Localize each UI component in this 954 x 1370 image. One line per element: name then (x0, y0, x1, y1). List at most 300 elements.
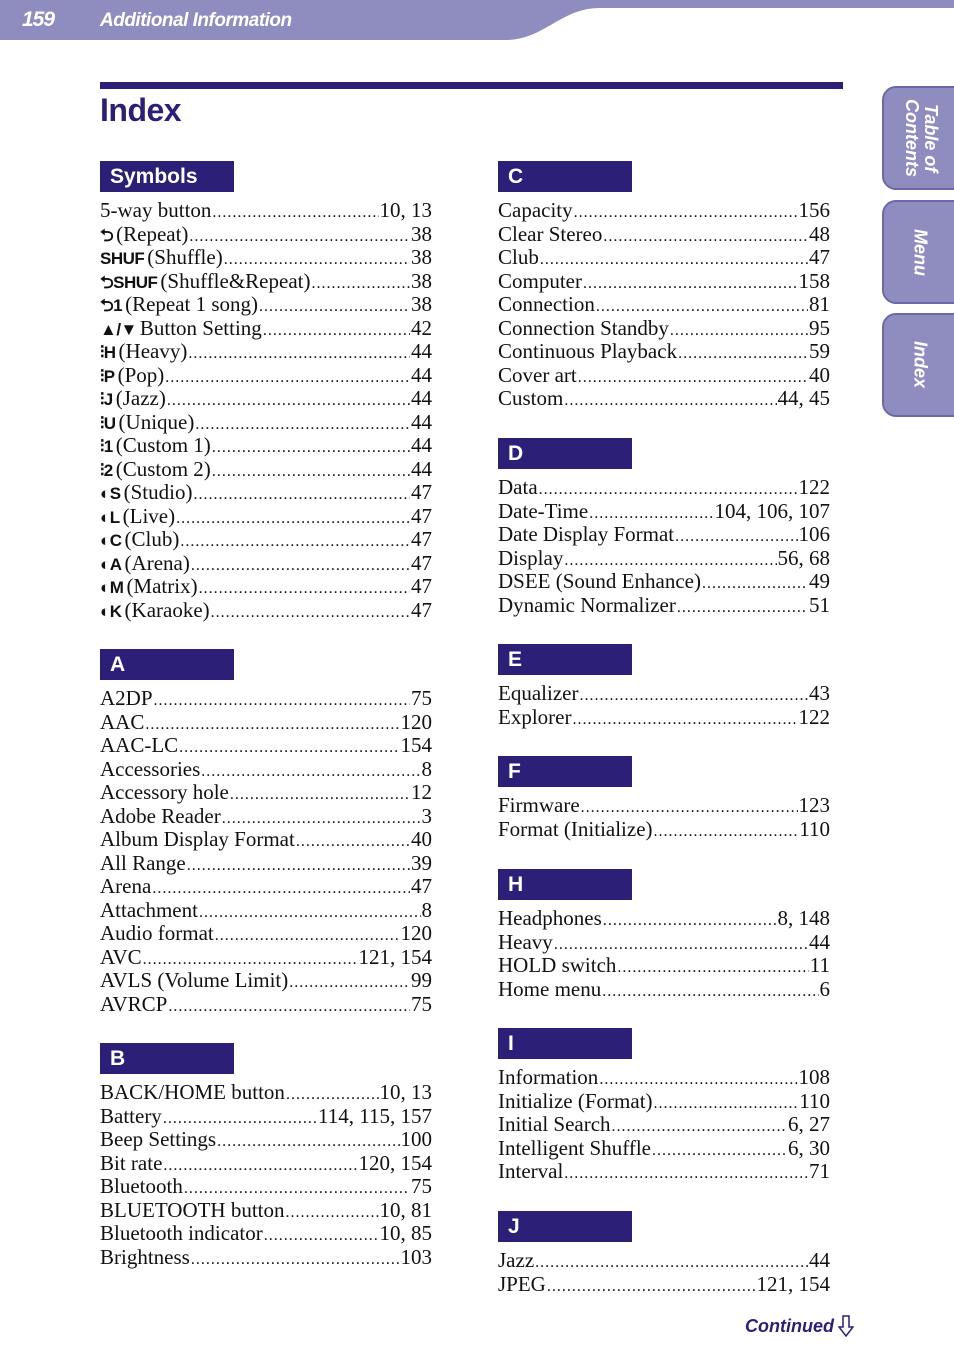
entry-pages: 71 (809, 1159, 830, 1183)
index-entry[interactable] (100, 528, 432, 552)
entry-term (100, 1128, 216, 1152)
entry-term (100, 1105, 162, 1129)
entry-term-text: Firmware (498, 793, 580, 817)
entry-term-text: Cover art (498, 362, 577, 387)
dot-leader (547, 1275, 756, 1299)
entry-list (100, 687, 432, 1016)
index-entry[interactable] (100, 199, 432, 223)
entry-term-text: Accessories (100, 756, 201, 781)
entry-pages: 6, 27 (788, 1112, 830, 1136)
dot-leader (165, 366, 410, 390)
index-entry[interactable] (100, 246, 432, 270)
entry-pages: 44 (809, 1248, 830, 1272)
index-entry[interactable] (100, 969, 432, 993)
entry-pages: 75 (411, 1174, 432, 1198)
entry-list (498, 794, 830, 841)
entry-term (100, 575, 198, 600)
entry-pages: 8, 148 (777, 906, 830, 930)
section-heading: I (498, 1028, 632, 1059)
index-entry[interactable] (498, 317, 830, 341)
section-title: Additional Information (100, 10, 292, 31)
entry-term (100, 1246, 190, 1270)
entry-term-text: Custom (498, 386, 564, 410)
entry-pages: 158 (798, 268, 830, 293)
symbol-icon: ▲/▼ (100, 319, 137, 339)
entry-term-text: Information (498, 1065, 599, 1089)
entry-term-text: Arena (100, 874, 152, 898)
entry-term-text: Clear Stereo (498, 221, 603, 246)
entry-pages: 123 (798, 793, 830, 817)
index-entry[interactable] (498, 570, 830, 594)
entry-pages: 3 (421, 803, 432, 828)
dot-leader (168, 995, 410, 1019)
section-heading: J (498, 1211, 632, 1242)
entry-term-text: 5-way button (100, 198, 212, 222)
dot-leader (215, 924, 400, 948)
entry-term (498, 199, 573, 223)
entry-term (498, 317, 669, 341)
symbol-icon: ⫶H (100, 343, 116, 362)
entry-term-text: AVLS (Volume Limit) (100, 968, 289, 992)
entry-term (498, 682, 578, 706)
entry-term (100, 852, 186, 876)
index-section-c (498, 161, 830, 411)
entry-term-text: Home menu (498, 976, 602, 1001)
index-entry[interactable] (100, 481, 432, 505)
entry-term-text: Heavy (498, 929, 553, 954)
entry-pages: 47 (411, 480, 432, 504)
entry-list (100, 1081, 432, 1269)
entry-term (100, 528, 179, 553)
entry-pages: 38 (411, 268, 432, 293)
entry-term-text: Jazz (498, 1248, 535, 1272)
index-entry[interactable] (498, 246, 830, 270)
index-entry[interactable] (100, 875, 432, 899)
entry-pages: 75 (411, 686, 432, 710)
entry-term-text: Button Setting (139, 315, 262, 340)
entry-pages: 40 (411, 827, 432, 851)
dot-leader (264, 1224, 379, 1248)
entry-pages: 10, 13 (379, 1080, 432, 1104)
entry-pages: 44 (809, 929, 830, 954)
dot-leader (296, 830, 410, 854)
page-number: 159 (22, 8, 55, 31)
index-entry[interactable] (498, 1066, 830, 1090)
entry-term (100, 505, 175, 530)
entry-term-text: (Matrix) (126, 574, 198, 598)
index-entry[interactable] (100, 1081, 432, 1105)
index-section-i (498, 1028, 830, 1184)
tab-index-label: Index (910, 341, 931, 389)
entry-pages: 44 (411, 339, 432, 363)
entry-term-text: Continuous Playback (498, 339, 678, 363)
entry-term-text: Battery (100, 1103, 162, 1128)
entry-term (498, 706, 571, 730)
entry-term (498, 794, 580, 818)
index-entry[interactable] (100, 599, 432, 623)
section-heading: E (498, 644, 632, 675)
index-entry[interactable] (498, 682, 830, 706)
index-entry[interactable] (498, 270, 830, 294)
entry-term (100, 293, 258, 318)
index-entry[interactable] (100, 364, 432, 388)
entry-term-text: (Shuffle) (147, 245, 223, 269)
entry-term-text: (Arena) (124, 550, 190, 575)
entry-pages: 44, 45 (777, 386, 830, 410)
entry-term-text: (Club) (124, 527, 180, 551)
entry-term-text: Brightness (100, 1244, 190, 1269)
entry-term (100, 1152, 162, 1176)
index-entry[interactable] (100, 734, 432, 758)
entry-term-text: A2DP (100, 686, 153, 710)
entry-pages: 104, 106, 107 (714, 498, 830, 523)
entry-term-text: (Unique) (118, 409, 195, 434)
index-entry[interactable] (498, 706, 830, 730)
entry-term-text: Beep Settings (100, 1127, 217, 1151)
entry-term (100, 270, 310, 295)
entry-term (100, 899, 198, 923)
entry-term-text: Capacity (498, 198, 573, 222)
index-entry[interactable] (100, 758, 432, 782)
entry-pages: 122 (798, 704, 830, 729)
entry-pages: 121, 154 (756, 1271, 830, 1296)
title-rule (100, 82, 843, 89)
symbol-icon: ⫶J (100, 390, 113, 409)
entry-pages: 6, 30 (788, 1135, 830, 1160)
entry-pages: 99 (411, 968, 432, 992)
entry-pages: 110 (799, 816, 830, 841)
entry-term-text: BLUETOOTH button (100, 1197, 285, 1222)
symbol-icon: ⮌1 (100, 296, 123, 315)
symbol-icon: ◐M (100, 578, 124, 597)
index-entry[interactable] (100, 223, 432, 247)
entry-term (100, 552, 190, 577)
entry-term (498, 387, 563, 411)
entry-term (100, 364, 164, 389)
dot-leader (579, 684, 808, 708)
entry-list (498, 682, 830, 729)
entry-term-text: (Live) (122, 503, 176, 528)
index-entry[interactable] (100, 1128, 432, 1152)
entry-term-text: Bluetooth indicator (100, 1221, 263, 1245)
entry-pages: 110 (799, 1088, 830, 1113)
entry-pages: 6 (819, 976, 830, 1001)
entry-term (100, 317, 262, 342)
entry-term (100, 758, 200, 782)
entry-pages: 47 (411, 574, 432, 598)
entry-pages: 154 (400, 733, 432, 757)
dot-leader (217, 1130, 399, 1154)
index-entry[interactable] (100, 340, 432, 364)
entry-pages: 48 (809, 221, 830, 246)
index-entry[interactable] (498, 364, 830, 388)
index-entry[interactable] (498, 594, 830, 618)
entry-term-text: (Studio) (123, 480, 193, 504)
entry-term (100, 411, 194, 436)
index-entry[interactable] (498, 794, 830, 818)
dot-leader (564, 1162, 808, 1186)
entry-term-text: AAC (100, 709, 145, 734)
index-entry[interactable] (498, 1249, 830, 1273)
dot-leader (145, 713, 399, 737)
index-entry[interactable] (100, 852, 432, 876)
entry-term (100, 223, 188, 248)
entry-term (100, 1081, 285, 1105)
entry-term (100, 828, 295, 852)
index-entry[interactable] (100, 387, 432, 411)
index-entry[interactable] (100, 1246, 432, 1270)
entry-term (100, 434, 211, 459)
dot-leader (191, 554, 410, 578)
entry-term (498, 818, 653, 842)
symbol-icon: ⫶U (100, 413, 116, 433)
index-entry[interactable] (100, 270, 432, 294)
tab-menu[interactable] (882, 200, 954, 304)
continued-link[interactable] (745, 1315, 854, 1337)
dot-leader (180, 530, 410, 554)
dot-leader (617, 956, 808, 980)
entry-term-text: Club (498, 245, 539, 269)
index-entry[interactable] (100, 1222, 432, 1246)
index-section-symbols (100, 161, 432, 622)
symbol-icon: ⫶1 (100, 437, 113, 456)
index-entry[interactable] (100, 1175, 432, 1199)
entry-pages: 40 (809, 362, 830, 387)
tab-index[interactable] (882, 313, 954, 417)
index-entry[interactable] (100, 293, 432, 317)
entry-pages: 11 (809, 953, 830, 977)
entry-term-text: (Jazz) (115, 386, 166, 410)
index-entry[interactable] (498, 1137, 830, 1161)
entry-pages: 95 (809, 315, 830, 340)
index-entry[interactable] (498, 523, 830, 547)
index-entry[interactable] (100, 1152, 432, 1176)
index-entry[interactable] (100, 434, 432, 458)
entry-list (498, 907, 830, 1001)
symbol-icon: ⮌SHUF (100, 272, 158, 292)
entry-term (100, 458, 211, 483)
index-entry[interactable] (498, 1273, 830, 1297)
symbol-icon: SHUF (100, 249, 145, 268)
entry-term-text: DSEE (Sound Enhance) (498, 569, 701, 593)
entry-pages: 8 (421, 897, 432, 922)
entry-term-text: AVC (100, 944, 142, 969)
entry-term-text: AVRCP (100, 991, 168, 1016)
dot-leader (176, 507, 410, 531)
dot-leader (574, 201, 798, 225)
index-entry[interactable] (498, 340, 830, 364)
index-entry[interactable] (100, 505, 432, 529)
index-entry[interactable] (100, 922, 432, 946)
dot-leader (179, 736, 399, 760)
entry-term-text: Dynamic Normalizer (498, 592, 676, 617)
entry-term (100, 1222, 263, 1246)
dot-leader (677, 596, 808, 620)
index-entry[interactable] (498, 931, 830, 955)
entry-term-text: Intelligent Shuffle (498, 1135, 651, 1160)
symbol-icon: ◐K (100, 601, 122, 621)
entry-list (498, 1066, 830, 1184)
dot-leader (289, 971, 410, 995)
entry-pages: 56, 68 (777, 545, 830, 570)
entry-pages: 42 (411, 315, 432, 340)
index-entry[interactable] (498, 1160, 830, 1184)
dot-leader (603, 225, 808, 249)
dot-leader (286, 1083, 379, 1107)
symbol-icon: ◐C (100, 531, 122, 550)
entry-term-text: JPEG (498, 1271, 546, 1296)
entry-term-text: Computer (498, 268, 582, 293)
entry-term (100, 199, 211, 223)
entry-term-text: (Custom 2) (115, 456, 211, 481)
symbol-icon: ⮌ (100, 225, 114, 245)
index-entry[interactable] (498, 907, 830, 931)
entry-term (100, 711, 144, 735)
entry-pages: 44 (411, 386, 432, 410)
index-entry[interactable] (498, 818, 830, 842)
entry-term (498, 954, 616, 978)
symbol-icon: ◐S (100, 484, 121, 503)
page-title: Index (100, 92, 182, 128)
index-entry[interactable] (100, 946, 432, 970)
entry-pages: 47 (411, 503, 432, 528)
entry-term-text: (Repeat 1 song) (125, 292, 259, 316)
index-entry[interactable] (498, 223, 830, 247)
dot-leader (675, 525, 797, 549)
entry-term-text: (Pop) (117, 362, 165, 387)
section-heading: Symbols (100, 161, 234, 192)
index-entry[interactable] (498, 978, 830, 1002)
entry-term-text: Interval (498, 1159, 564, 1183)
entry-term (498, 246, 539, 270)
entry-term (498, 1113, 611, 1137)
entry-term (498, 523, 674, 547)
index-entry[interactable] (100, 552, 432, 576)
index-entry[interactable] (498, 476, 830, 500)
entry-term (100, 946, 142, 970)
entry-list (498, 1249, 830, 1296)
entry-pages: 47 (411, 527, 432, 551)
tab-menu-label: Menu (910, 228, 931, 276)
index-entry[interactable] (498, 1090, 830, 1114)
entry-pages: 103 (400, 1244, 432, 1269)
entry-term (100, 875, 151, 899)
entry-term (498, 223, 602, 247)
entry-pages: 38 (411, 245, 432, 269)
entry-pages: 47 (809, 245, 830, 269)
entry-pages: 106 (798, 522, 830, 546)
index-entry[interactable] (498, 387, 830, 411)
entry-term (498, 270, 582, 294)
index-entry[interactable] (498, 199, 830, 223)
dot-leader (163, 1154, 357, 1178)
index-section-b (100, 1043, 432, 1269)
dot-leader (199, 901, 421, 925)
symbol-icon: ⫶P (100, 366, 115, 386)
entry-term-text: Adobe Reader (100, 803, 221, 828)
dot-leader (212, 201, 378, 225)
index-entry[interactable] (100, 828, 432, 852)
entry-pages: 114, 115, 157 (318, 1103, 432, 1128)
index-entry[interactable] (100, 1105, 432, 1129)
entry-pages: 43 (809, 681, 830, 705)
dot-leader (201, 760, 420, 784)
entry-pages: 49 (809, 569, 830, 593)
entry-term-text: Initial Search (498, 1112, 611, 1136)
dot-leader (311, 272, 410, 296)
dot-leader (193, 483, 410, 507)
entry-pages: 75 (411, 991, 432, 1016)
index-entry[interactable] (498, 954, 830, 978)
entry-pages: 120 (400, 921, 432, 945)
entry-term (100, 340, 187, 365)
entry-pages: 122 (798, 475, 830, 499)
dot-leader (602, 980, 818, 1004)
index-entry[interactable] (100, 317, 432, 341)
entry-term-text: Accessory hole (100, 780, 229, 804)
entry-term (100, 246, 223, 271)
index-entry[interactable] (100, 711, 432, 735)
entry-term (100, 1175, 183, 1199)
entry-term-text: Explorer (498, 704, 572, 729)
entry-list (498, 476, 830, 617)
index-section-j (498, 1211, 830, 1296)
entry-term (100, 734, 178, 758)
index-entry[interactable] (100, 899, 432, 923)
dot-leader (263, 319, 410, 343)
section-heading: D (498, 438, 632, 469)
entry-pages: 12 (411, 780, 432, 804)
dot-leader (535, 1251, 808, 1275)
index-entry[interactable] (100, 781, 432, 805)
entry-pages: 81 (809, 292, 830, 316)
entry-term (498, 1273, 546, 1297)
section-heading: C (498, 161, 632, 192)
tab-table-of-contents[interactable] (882, 86, 954, 190)
index-entry[interactable] (100, 687, 432, 711)
entry-term-text: Data (498, 475, 538, 499)
index-entry[interactable] (498, 293, 830, 317)
entry-term-text: Initialize (Format) (498, 1088, 653, 1113)
entry-term-text: HOLD switch (498, 953, 617, 977)
index-entry[interactable] (498, 1113, 830, 1137)
entry-term-text: BACK/HOME button (100, 1080, 285, 1104)
index-entry[interactable] (100, 458, 432, 482)
entry-term (498, 978, 601, 1002)
entry-term-text: Date-Time (498, 498, 589, 523)
index-entry[interactable] (498, 500, 830, 524)
page-header (0, 0, 954, 40)
entry-term (100, 993, 167, 1017)
entry-term-text: Connection Standby (498, 315, 669, 340)
index-entry[interactable] (498, 547, 830, 571)
index-entry[interactable] (100, 1199, 432, 1223)
entry-pages: 44 (411, 456, 432, 481)
entry-term-text: (Karaoke) (124, 597, 210, 622)
index-entry[interactable] (100, 993, 432, 1017)
entry-term (100, 481, 192, 506)
entry-pages: 8 (421, 756, 432, 781)
entry-pages: 44 (411, 362, 432, 387)
entry-term (100, 969, 288, 993)
index-entry[interactable] (100, 805, 432, 829)
entry-term-text: Album Display Format (100, 827, 295, 851)
index-entry[interactable] (100, 411, 432, 435)
entry-term (100, 805, 221, 829)
section-heading: H (498, 869, 632, 900)
entry-term (498, 500, 588, 524)
index-entry[interactable] (100, 575, 432, 599)
